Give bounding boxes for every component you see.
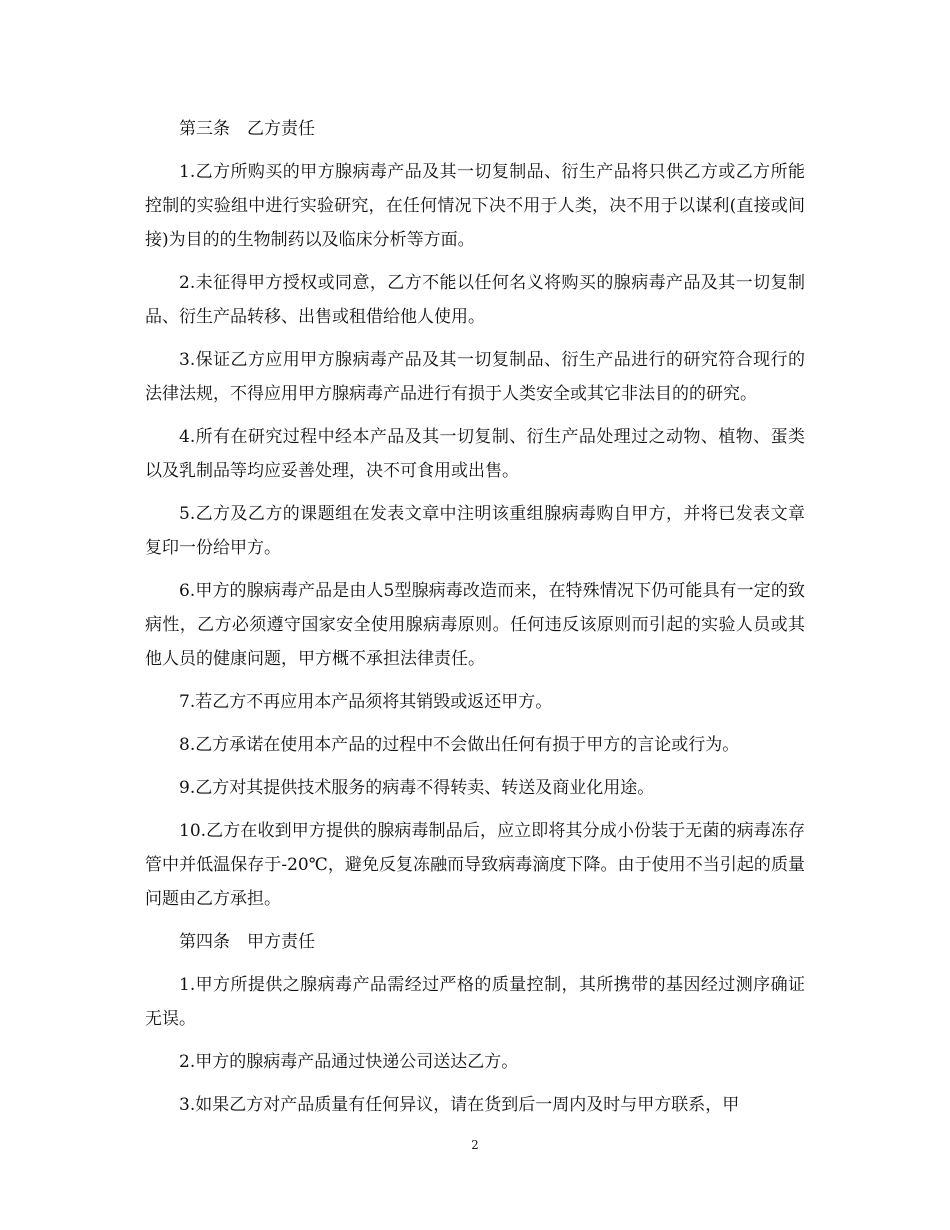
clause-3-9: 9.乙方对其提供技术服务的病毒不得转卖、转送及商业化用途。 <box>179 778 655 798</box>
clause-3-2: 2.未征得甲方授权或同意，乙方不能以任何名义将购买的腺病毒产品及其一切复制品、衍生产品转移、出售或租借给他人使用。 <box>145 273 805 327</box>
page-number: 2 <box>471 1138 479 1152</box>
clause-3-7: 7.若乙方不再应用本产品须将其销毁或返还甲方。 <box>179 692 553 712</box>
clause-3-6: 6.甲方的腺病毒产品是由人5型腺病毒改造而来，在特殊情况下仍可能具有一定的致病性，乙方必须遵守国家安全使用腺病毒原则。任何违反该原则而引起的实验人员或其他人员的健康问题，甲方概不承担法律责任。 <box>145 581 805 669</box>
document-body <box>145 112 805 1131</box>
clause-4-3: 3.如果乙方对产品质量有任何异议，请在货到后一周内及时与甲方联系，甲 <box>179 1095 740 1115</box>
clause-3-4: 4.所有在研究过程中经本产品及其一切复制、衍生产品处理过之动物、植物、蛋类以及乳制品等均应妥善处理，决不可食用或出售。 <box>145 427 805 481</box>
section-heading-4: 第四条 甲方责任 <box>179 932 315 952</box>
clause-3-3: 3.保证乙方应用甲方腺病毒产品及其一切复制品、衍生产品进行的研究符合现行的法律法规，不得应用甲方腺病毒产品进行有损于人类安全或其它非法目的的研究。 <box>145 350 805 404</box>
section-heading-3: 第三条 乙方责任 <box>179 119 315 139</box>
clause-3-10: 10.乙方在收到甲方提供的腺病毒制品后，应立即将其分成小份装于无菌的病毒冻存管中并低温保存于-20℃，避免反复冻融而导致病毒滴度下降。由于使用不当引起的质量问题由乙方承担。 <box>145 821 805 909</box>
clause-4-1: 1.甲方所提供之腺病毒产品需经过严格的质量控制，其所携带的基因经过测序确证无误。 <box>145 975 805 1029</box>
clause-4-2: 2.甲方的腺病毒产品通过快递公司送达乙方。 <box>179 1052 519 1072</box>
clause-3-1: 1.乙方所购买的甲方腺病毒产品及其一切复制品、衍生产品将只供乙方或乙方所能控制的实验组中进行实验研究，在任何情况下决不用于人类，决不用于以谋利(直接或间接)为目的的生物制药以及临床分析等方面。 <box>145 162 805 250</box>
clause-3-5: 5.乙方及乙方的课题组在发表文章中注明该重组腺病毒购自甲方，并将已发表文章复印一份给甲方。 <box>145 504 805 558</box>
clause-3-8: 8.乙方承诺在使用本产品的过程中不会做出任何有损于甲方的言论或行为。 <box>179 735 740 755</box>
